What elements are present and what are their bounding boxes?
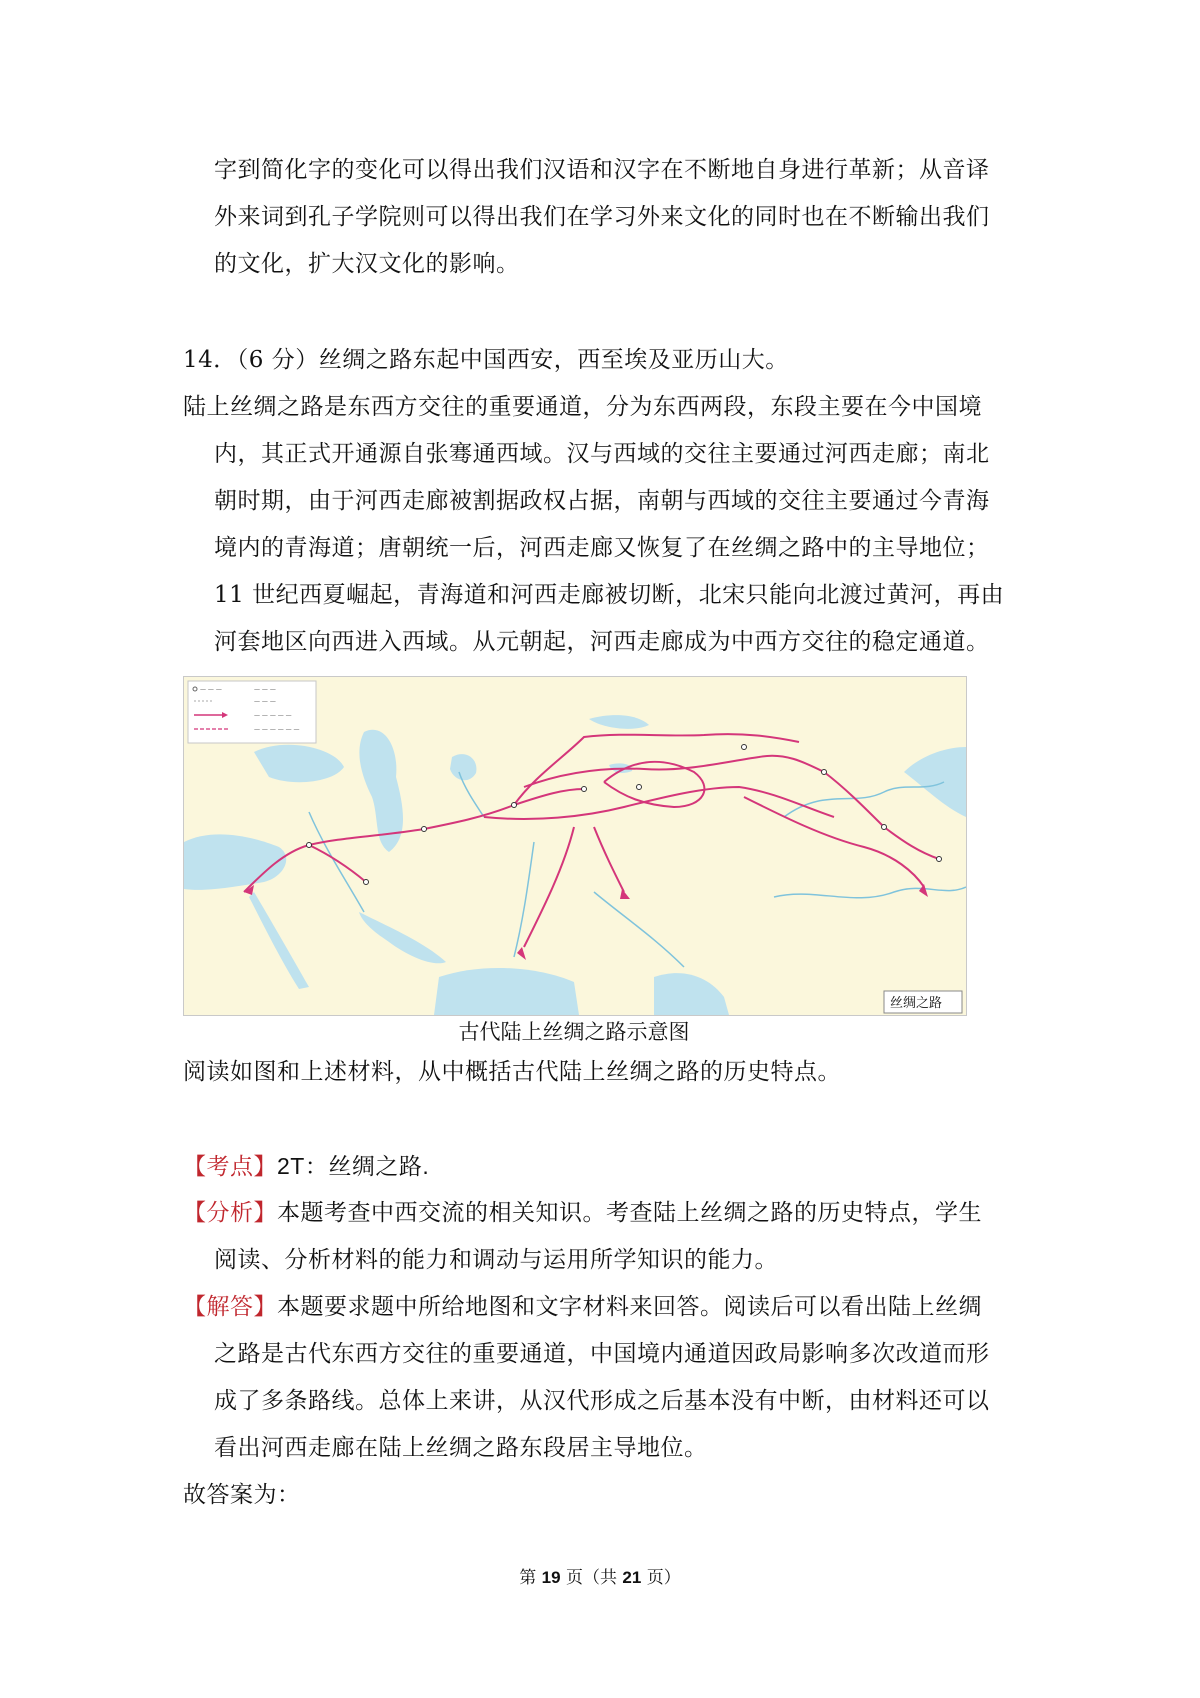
river-indus (514, 842, 534, 957)
route-to-india (524, 827, 574, 947)
silk-road-map (183, 676, 967, 1016)
jieda-line-4: 看出河西走廊在陆上丝绸之路东段居主导地位。 (214, 1435, 708, 1461)
jieda-line-1 (183, 1292, 982, 1322)
question-header: 14．（6 分）丝绸之路东起中国西安，西至埃及亚历山大。 (183, 347, 789, 373)
fenxi-line-2: 阅读、分析材料的能力和调动与运用所学知识的能力。 (214, 1247, 778, 1273)
continuation-line-3: 的文化，扩大汉文化的影响。 (214, 251, 520, 277)
route-middle (524, 756, 824, 787)
kaodian-tag: 【考点】 (183, 1154, 277, 1180)
silk-road-routes (244, 734, 939, 947)
question-body-line-2: 内，其正式开通源自张骞通西域。汉与西域的交往主要通过河西走廊；南北 (214, 441, 990, 467)
jieda-line-3: 成了多条路线。总体上来讲，从汉代形成之后基本没有中断，由材料还可以 (214, 1388, 990, 1414)
river-tigris (309, 812, 364, 912)
route-to-india-2 (594, 827, 624, 892)
fenxi-line-1 (183, 1198, 982, 1228)
route-qinghai (744, 797, 924, 887)
svg-text:— — —: — — — (254, 698, 276, 705)
kaodian-line (183, 1151, 429, 1182)
question-body-line-1: 陆上丝绸之路是东西方交往的重要通道，分为东西两段，东段主要在今中国境 (183, 394, 982, 420)
footer-total-pages: 21 (622, 1568, 642, 1587)
svg-text:— — — — — —: — — — — — — (254, 726, 300, 733)
question-body-line-4: 境内的青海道；唐朝统一后，河西走廊又恢复了在丝绸之路中的主导地位； (214, 535, 990, 561)
svg-text:— — —: — — — (200, 686, 222, 693)
final-answer-label: 故答案为： (183, 1482, 301, 1508)
page-footer (0, 1563, 1200, 1588)
jieda-text-1: 本题要求题中所给地图和文字材料来回答。阅读后可以看出陆上丝绸 (277, 1294, 982, 1320)
aral-sea (450, 754, 476, 780)
question-prompt: 阅读如图和上述材料，从中概括古代陆上丝绸之路的历史特点。 (183, 1059, 841, 1085)
map-stamp (884, 991, 962, 1013)
footer-suffix: 页） (641, 1568, 681, 1588)
kaodian-text: 2T：丝绸之路. (277, 1153, 430, 1179)
silk-road-map-graphic (184, 677, 966, 1015)
footer-page-number: 19 (541, 1568, 561, 1587)
question-body-line-6: 河套地区向西进入西域。从元朝起，河西走廊成为中西方交往的稳定通道。 (214, 629, 990, 655)
continuation-line-2: 外来词到孔子学院则可以得出我们在学习外来文化的同时也在不断输出我们 (214, 204, 990, 230)
question-body-line-3: 朝时期，由于河西走廊被割据政权占据，南朝与西域的交往主要通过今青海 (214, 488, 990, 514)
mediterranean-sea (184, 834, 286, 890)
persian-gulf (359, 912, 446, 963)
arabian-sea (434, 968, 579, 1015)
route-south (484, 787, 834, 819)
balkhash-lake (589, 715, 649, 729)
fenxi-text-1: 本题考查中西交流的相关知识。考查陆上丝绸之路的历史特点，学生 (277, 1200, 982, 1226)
continuation-line-1: 字到简化字的变化可以得出我们汉语和汉字在不断地自身进行革新；从音译 (214, 157, 990, 183)
svg-text:— — —: — — — (254, 686, 276, 693)
footer-middle: 页（共 (560, 1568, 623, 1588)
map-caption: 古代陆上丝绸之路示意图 (458, 1021, 690, 1044)
map-legend (188, 681, 316, 743)
question-body-line-5: 11 世纪西夏崛起，青海道和河西走廊被切断，北宋只能向北渡过黄河，再由 (214, 582, 1005, 608)
yellow-sea (904, 747, 966, 817)
route-main-west (244, 789, 584, 892)
black-sea (254, 745, 344, 782)
river-yellow (784, 782, 944, 817)
red-sea (249, 892, 309, 989)
river-yangtze (774, 887, 966, 898)
map-stamp-text: 丝绸之路 (890, 996, 943, 1011)
jieda-tag: 【解答】 (183, 1294, 277, 1320)
svg-text:— — — — —: — — — — — (254, 712, 292, 719)
jieda-line-2: 之路是古代东西方交往的重要通道，中国境内通道因政局影响多次改道而形 (214, 1341, 990, 1367)
route-to-mediterranean (309, 845, 366, 882)
river-ganges (594, 892, 684, 967)
footer-prefix: 第 (519, 1568, 542, 1588)
fenxi-tag: 【分析】 (183, 1200, 277, 1226)
bay-of-bengal (654, 973, 729, 1015)
